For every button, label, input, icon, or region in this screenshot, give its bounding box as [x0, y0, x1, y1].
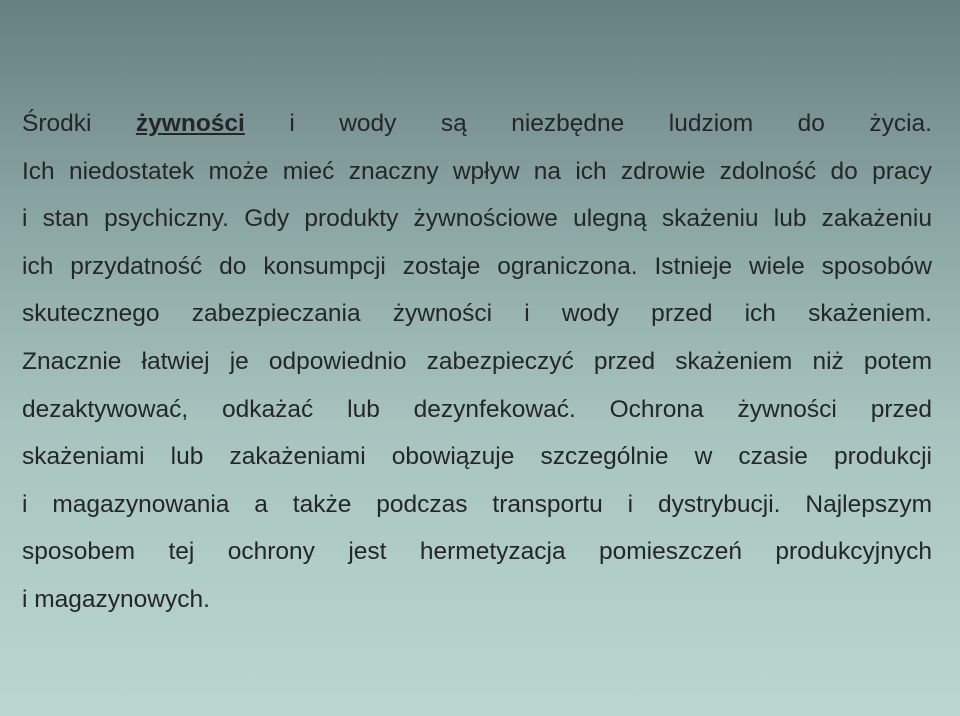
text-line-11: i magazynowych. [22, 585, 210, 613]
line-1-start: Środki [22, 110, 136, 137]
text-line-10: sposobem tej ochrony jest hermetyzacja pomieszczeń produkcyjnych [22, 538, 932, 566]
text-line-8: skażeniami lub zakażeniami obowiązuje szczególnie w czasie produkcji [22, 443, 932, 471]
text-line-9: i magazynowania a także podczas transportu i dystrybucji. Najlepszym [22, 490, 932, 518]
text-line-5: skutecznego zabezpieczania żywności i wody przed ich skażeniem. [22, 300, 932, 328]
text-line-2: Ich niedostatek może mieć znaczny wpływ na ich zdrowie zdolność do pracy [22, 157, 932, 185]
text-line-4: ich przydatność do konsumpcji zostaje ograniczona. Istnieje wiele sposobów [22, 252, 932, 280]
body-paragraph [22, 100, 932, 624]
text-line-3: i stan psychiczny. Gdy produkty żywnościowe ulegną skażeniu lub zakażeniu [22, 205, 932, 233]
line-1-rest: i wody są niezbędne ludziom do życia. [244, 110, 932, 137]
text-line-7: dezaktywować, odkażać lub dezynfekować. Ochrona żywności przed [22, 395, 932, 423]
text-line-6: Znacznie łatwiej je odpowiednio zabezpieczyć przed skażeniem niż potem [22, 347, 932, 375]
highlighted-keyword-link[interactable]: żywności [135, 110, 245, 137]
text-line-1 [22, 100, 932, 148]
